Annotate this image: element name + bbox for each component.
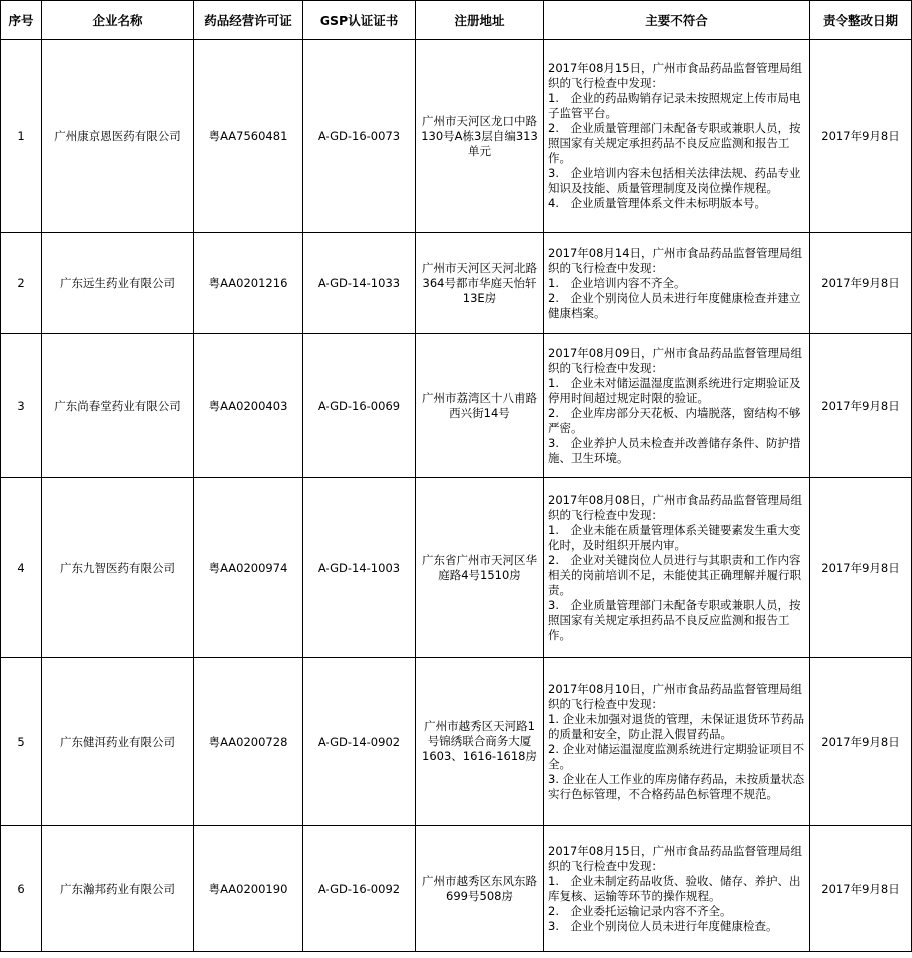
- issues-cell: [544, 826, 810, 952]
- license-number: 粤AA0200403: [194, 334, 303, 478]
- issue-line: 2. 企业库房部分天花板、内墙脱落，窗结构不够严密。: [548, 405, 801, 435]
- registered-address: 广州市越秀区东风东路699号508房: [416, 826, 544, 952]
- license-number: 粤AA0201216: [194, 233, 303, 334]
- gsp-certificate: A-GD-14-0902: [303, 658, 416, 826]
- issue-line: 1. 企业未制定药品收货、验收、储存、养护、出库复核、运输等环节的操作规程。: [548, 873, 801, 903]
- issue-line: 3. 企业质量管理部门未配备专职或兼职人员，按照国家有关规定承担药品不良反应监测和报告工作。: [548, 597, 801, 642]
- registered-address: 广州市越秀区天河路1号锦绣联合商务大厦1603、1616-1618房: [416, 658, 544, 826]
- table-row: [1, 478, 912, 658]
- gsp-certificate: A-GD-14-1033: [303, 233, 416, 334]
- row-no: 1: [1, 40, 42, 233]
- registered-address: 广东省广州市天河区华庭路4号1510房: [416, 478, 544, 658]
- issue-line: 2017年08月15日，广州市食品药品监督管理局组织的飞行检查中发现：: [548, 843, 803, 873]
- gsp-certificate: A-GD-14-1003: [303, 478, 416, 658]
- registered-address: 广州市天河区天河北路364号都市华庭天怡轩13E房: [416, 233, 544, 334]
- rectification-date: 2017年9月8日: [810, 40, 912, 233]
- company-name: 广东健洱药业有限公司: [42, 658, 194, 826]
- issue-line: 3. 企业个别岗位人员未进行年度健康检查。: [548, 918, 778, 933]
- issue-line: 1. 企业培训内容不齐全。: [548, 275, 686, 290]
- table-row: [1, 334, 912, 478]
- issue-line: 2. 企业对储运温湿度监测系统进行定期验证项目不全。: [548, 741, 805, 771]
- issue-line: 2017年08月10日，广州市食品药品监督管理局组织的飞行检查中发现：: [548, 681, 803, 711]
- company-name: 广州康京恩医药有限公司: [42, 40, 194, 233]
- issue-line: 1. 企业未能在质量管理体系关键要素发生重大变化时，及时组织开展内审。: [548, 522, 801, 552]
- issue-line: 2017年08月08日，广州市食品药品监督管理局组织的飞行检查中发现：: [548, 492, 803, 522]
- issue-line: 1. 企业未对储运温湿度监测系统进行定期验证及停用时间超过规定时限的验证。: [548, 375, 801, 405]
- table-row: [1, 658, 912, 826]
- header-issues: 主要不符合: [544, 1, 810, 40]
- issue-line: 2. 企业质量管理部门未配备专职或兼职人员，按照国家有关规定承担药品不良反应监测和报告工作。: [548, 121, 801, 165]
- issues-cell: [544, 478, 810, 658]
- license-number: 粤AA0200190: [194, 826, 303, 952]
- company-name: 广东九智医药有限公司: [42, 478, 194, 658]
- issue-line: 2017年08月14日，广州市食品药品监督管理局组织的飞行检查中发现：: [548, 245, 803, 275]
- row-no: 5: [1, 658, 42, 826]
- issues-cell: [544, 233, 810, 334]
- issue-line: 2. 企业对关键岗位人员进行与其职责和工作内容相关的岗前培训不足，未能使其正确理解并履行职责。: [548, 552, 801, 597]
- issue-line: 3. 企业培训内容未包括相关法律法规、药品专业知识及技能、质量管理制度及岗位操作规程。: [548, 166, 801, 195]
- header-license: 药品经营许可证: [194, 1, 303, 40]
- header-address: 注册地址: [416, 1, 544, 40]
- header-no: 序号: [1, 1, 42, 40]
- header-date: 责令整改日期: [810, 1, 912, 40]
- company-name: 广东远生药业有限公司: [42, 233, 194, 334]
- gsp-certificate: A-GD-16-0073: [303, 40, 416, 233]
- rectification-date: 2017年9月8日: [810, 478, 912, 658]
- gsp-certificate: A-GD-16-0069: [303, 334, 416, 478]
- row-no: 3: [1, 334, 42, 478]
- row-no: 4: [1, 478, 42, 658]
- issue-line: 3. 企业养护人员未检查并改善储存条件、防护措施、卫生环境。: [548, 435, 801, 465]
- issue-line: 1. 企业未加强对退货的管理，未保证退货环节药品的质量和安全，防止混入假冒药品。: [548, 711, 805, 741]
- rectification-date: 2017年9月8日: [810, 233, 912, 334]
- rectification-date: 2017年9月8日: [810, 826, 912, 952]
- issue-line: 2017年08月15日，广州市食品药品监督管理局组织的飞行检查中发现：: [548, 61, 803, 90]
- gsp-certificate: A-GD-16-0092: [303, 826, 416, 952]
- issue-line: 2. 企业委托运输记录内容不齐全。: [548, 903, 732, 918]
- company-name: 广东尚春堂药业有限公司: [42, 334, 194, 478]
- row-no: 6: [1, 826, 42, 952]
- issue-line: 3. 企业在人工作业的库房储存药品，未按质量状态实行色标管理，不合格药品色标管理不规范。: [548, 771, 805, 801]
- issue-line: 1. 企业的药品购销存记录未按照规定上传市局电子监管平台。: [548, 91, 801, 120]
- registered-address: 广州市荔湾区十八甫路西兴街14号: [416, 334, 544, 478]
- header-name: 企业名称: [42, 1, 194, 40]
- header-gsp: GSP认证证书: [303, 1, 416, 40]
- table-row: [1, 233, 912, 334]
- issues-cell: [544, 334, 810, 478]
- license-number: 粤AA0200728: [194, 658, 303, 826]
- row-no: 2: [1, 233, 42, 334]
- issue-line: 4. 企业质量管理体系文件未标明版本号。: [548, 196, 766, 210]
- rectification-date: 2017年9月8日: [810, 334, 912, 478]
- registered-address: 广州市天河区龙口中路130号A栋3层自编313单元: [416, 40, 544, 233]
- company-name: 广东瀚邦药业有限公司: [42, 826, 194, 952]
- issues-cell: [544, 658, 810, 826]
- issue-line: 2017年08月09日，广州市食品药品监督管理局组织的飞行检查中发现：: [548, 345, 803, 375]
- rectification-date: 2017年9月8日: [810, 658, 912, 826]
- license-number: 粤AA7560481: [194, 40, 303, 233]
- header-row: [1, 1, 912, 40]
- table-row: [1, 826, 912, 952]
- issues-cell: [544, 40, 810, 233]
- issue-line: 2. 企业个别岗位人员未进行年度健康检查并建立健康档案。: [548, 290, 801, 320]
- table-row: [1, 40, 912, 233]
- license-number: 粤AA0200974: [194, 478, 303, 658]
